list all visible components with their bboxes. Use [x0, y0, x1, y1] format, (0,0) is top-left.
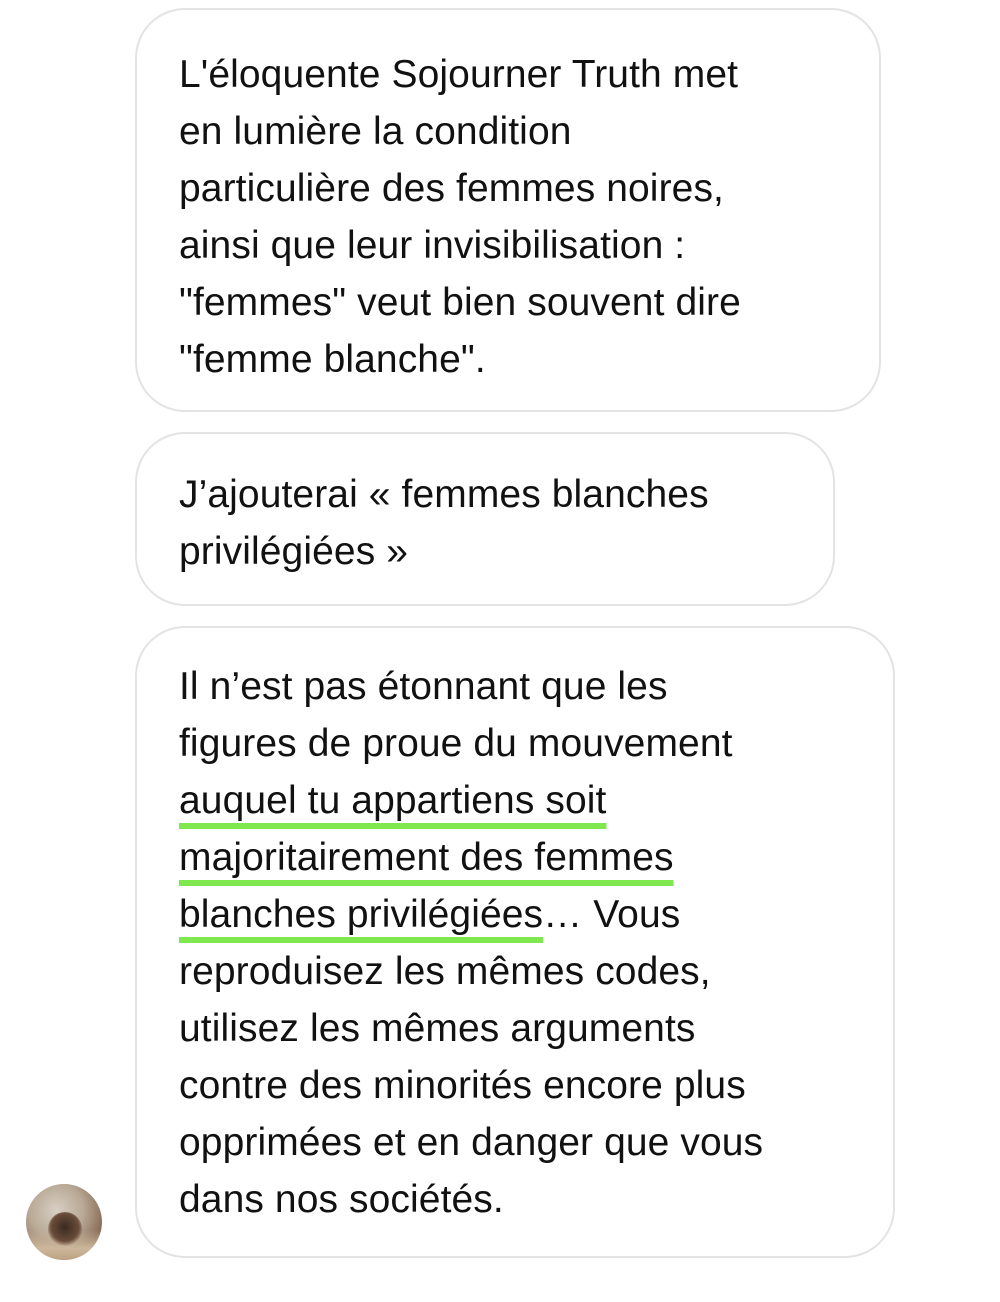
message-line: "femmes" veut bien souvent dire: [179, 281, 741, 324]
message-line: contre des minorités encore plus: [179, 1064, 746, 1107]
message-bubble-2[interactable]: [135, 432, 835, 606]
message-line: opprimées et en danger que vous: [179, 1121, 764, 1164]
message-line: [179, 829, 853, 886]
message-line: J’ajouterai « femmes blanches: [179, 473, 709, 516]
highlighted-text: blanches privilégiées: [179, 893, 544, 936]
message-line: "femme blanche".: [179, 338, 486, 381]
message-text: [179, 466, 793, 580]
avatar-photo-figure: [48, 1212, 82, 1246]
message-bubble-3[interactable]: [135, 626, 895, 1258]
message-line: L'éloquente Sojourner Truth met: [179, 53, 739, 96]
message-line: [179, 886, 853, 943]
message-line: Il n’est pas étonnant que les: [179, 665, 668, 708]
message-line: dans nos sociétés.: [179, 1178, 504, 1221]
message-text: [179, 46, 839, 388]
message-text-fragment: … Vous: [543, 893, 681, 936]
message-line: reproduisez les mêmes codes,: [179, 950, 711, 993]
message-bubble-1[interactable]: [135, 8, 881, 412]
highlighted-text: auquel tu appartiens soit: [179, 779, 607, 822]
message-line: particulière des femmes noires,: [179, 167, 724, 210]
message-line: ainsi que leur invisibilisation :: [179, 224, 686, 267]
message-line: utilisez les mêmes arguments: [179, 1007, 696, 1050]
message-line: figures de proue du mouvement: [179, 722, 733, 765]
message-line: [179, 772, 853, 829]
message-line: en lumière la condition: [179, 110, 572, 153]
message-text: [179, 658, 853, 1228]
highlighted-text: majoritairement des femmes: [179, 836, 674, 879]
sender-avatar[interactable]: [26, 1184, 102, 1260]
message-line: privilégiées »: [179, 530, 409, 573]
